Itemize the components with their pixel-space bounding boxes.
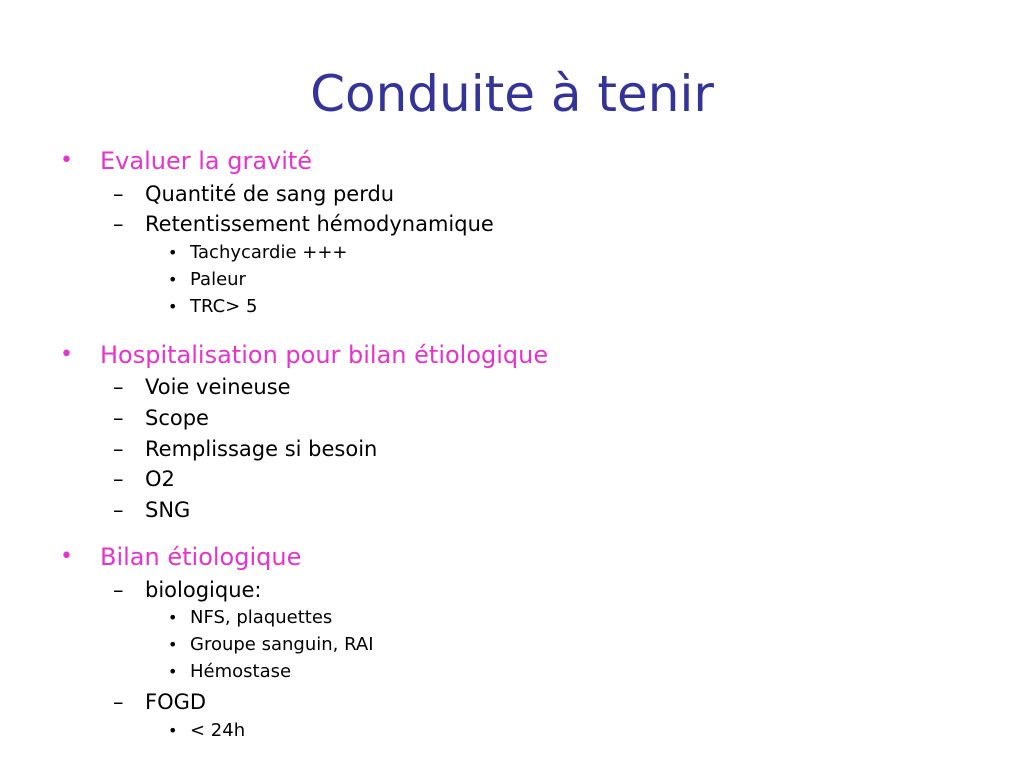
dash-icon: – [113,212,124,236]
bullet-dot-icon: • [60,148,73,173]
bullet-dot-icon: • [168,662,178,681]
dash-icon: – [113,498,124,522]
subitem-text: Voie veineuse [145,375,291,399]
bullet-dot-icon: • [168,297,178,316]
subitem-text: biologique: [145,578,262,602]
dash-icon: – [113,406,124,430]
bullet-text: Evaluer la gravité [100,147,313,175]
subitem-remplissage [113,435,378,463]
dash-icon: – [113,467,124,491]
bullet-dot-icon: • [60,544,73,569]
subitem-text: FOGD [145,690,207,714]
subitem-o2 [113,465,175,493]
detail-text: TRC> 5 [190,296,258,317]
subitem-biologique [113,576,262,604]
dash-icon: – [113,578,124,602]
subitem-text: Quantité de sang perdu [145,182,395,206]
subitem-fogd [113,688,207,716]
subitem-voie-veineuse [113,373,291,401]
subitem-text: O2 [145,467,175,491]
subitem-text: Remplissage si besoin [145,437,378,461]
detail-hemostase [168,660,292,684]
dash-icon: – [113,690,124,714]
subitem-text: Retentissement hémodynamique [145,212,494,236]
detail-nfs [168,606,333,630]
subitem-scope [113,404,209,432]
detail-text: Groupe sanguin, RAI [190,634,374,655]
detail-text: < 24h [190,720,246,741]
bullet-dot-icon: • [168,608,178,627]
subitem-text: Scope [145,406,209,430]
bullet-hospitalisation [60,340,549,370]
bullet-dot-icon: • [60,342,73,367]
bullet-text: Hospitalisation pour bilan étiologique [100,341,549,369]
bullet-dot-icon: • [168,635,178,654]
detail-24h [168,719,246,743]
detail-text: Hémostase [190,661,292,682]
detail-text: Paleur [190,269,246,290]
dash-icon: – [113,375,124,399]
detail-paleur [168,268,246,292]
bullet-dot-icon: • [168,243,178,262]
detail-text: Tachycardie +++ [190,242,348,263]
detail-trc [168,295,258,319]
dash-icon: – [113,437,124,461]
slide-title: Conduite à tenir [310,65,714,123]
bullet-dot-icon: • [168,721,178,740]
detail-groupe-sanguin [168,633,374,657]
bullet-text: Bilan étiologique [100,543,302,571]
subitem-text: SNG [145,498,191,522]
subitem-sng [113,496,191,524]
bullet-dot-icon: • [168,270,178,289]
detail-tachycardie [168,241,348,265]
dash-icon: – [113,182,124,206]
subitem-retentissement [113,210,494,238]
bullet-bilan-etiologique [60,542,302,572]
detail-text: NFS, plaquettes [190,607,333,628]
bullet-evaluer-gravite [60,146,313,176]
subitem-quantite-sang [113,180,395,208]
